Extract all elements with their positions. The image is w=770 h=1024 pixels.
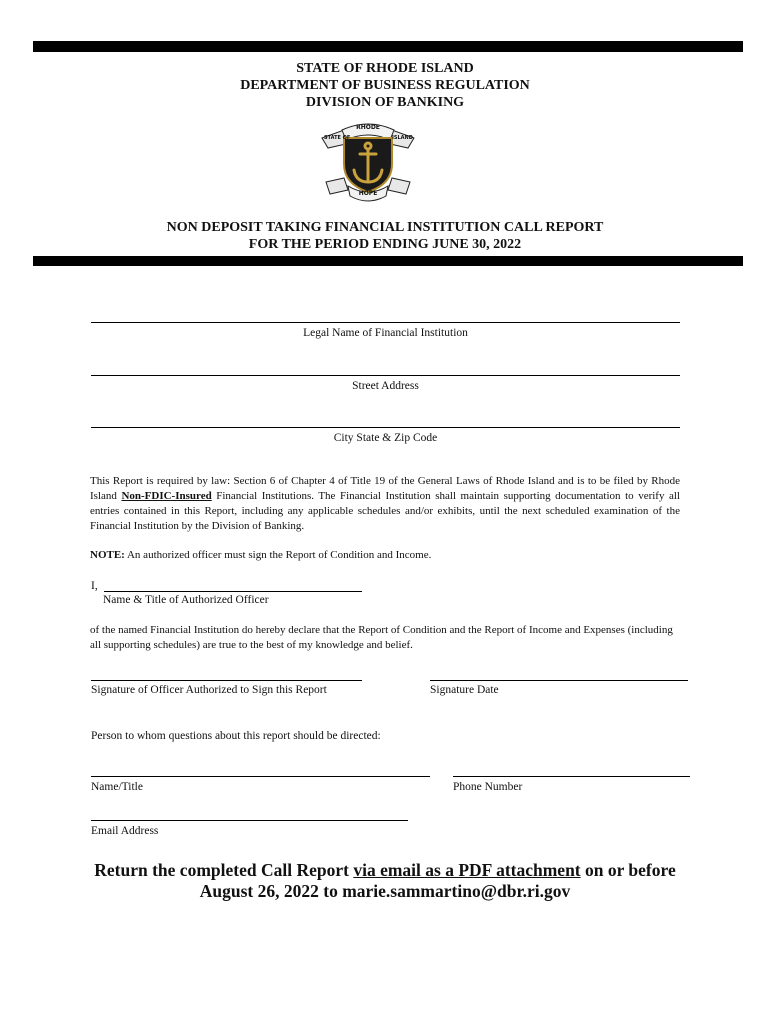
return-instruction-line2: August 26, 2022 to marie.sammartino@dbr.ri.gov bbox=[199, 881, 571, 901]
officer-signature-line[interactable] bbox=[91, 680, 362, 681]
seal-bottom-text: HOPE bbox=[358, 190, 378, 197]
seal-left-text: STATE OF bbox=[324, 135, 351, 141]
title-bar bbox=[33, 256, 743, 266]
seal-right-text: ISLAND bbox=[392, 135, 413, 141]
contact-name-title-label: Name/Title bbox=[91, 781, 143, 793]
city-state-zip-label: City State & Zip Code bbox=[333, 432, 438, 444]
signature-date-label: Signature Date bbox=[430, 684, 499, 696]
city-state-zip-line[interactable] bbox=[91, 427, 680, 428]
seal-top-text: RHODE bbox=[356, 124, 380, 131]
note-text: An authorized officer must sign the Report of Condition and Income. bbox=[124, 549, 432, 561]
return-text-end: on or before bbox=[580, 860, 676, 880]
questions-prompt: Person to whom questions about this report should be directed: bbox=[91, 730, 381, 742]
contact-phone-line[interactable] bbox=[453, 776, 690, 777]
legal-name-label: Legal Name of Financial Institution bbox=[303, 327, 468, 339]
top-bar bbox=[33, 41, 743, 52]
non-fdic-insured-emphasis: Non-FDIC-Insured bbox=[121, 490, 212, 502]
contact-name-title-line[interactable] bbox=[91, 776, 430, 777]
officer-name-line[interactable] bbox=[104, 591, 362, 592]
header-division: DIVISION OF BANKING bbox=[305, 95, 465, 110]
report-title: NON DEPOSIT TAKING FINANCIAL INSTITUTION CALL REPORT bbox=[166, 220, 604, 235]
note-label: NOTE: bbox=[90, 549, 125, 561]
street-address-label: Street Address bbox=[352, 380, 419, 392]
contact-email-line[interactable] bbox=[91, 820, 408, 821]
signature-date-line[interactable] bbox=[430, 680, 688, 681]
header-state: STATE OF RHODE ISLAND bbox=[296, 61, 474, 76]
street-address-line[interactable] bbox=[91, 375, 680, 376]
declaration-paragraph: of the named Financial Institution do hereby declare that the Report of Condition and the Report of Income and Expenses (including all supporting schedules) are true to the best of my knowledge and belief. bbox=[90, 624, 673, 651]
officer-name-label: Name & Title of Authorized Officer bbox=[103, 594, 269, 606]
legal-name-line[interactable] bbox=[91, 322, 680, 323]
note-paragraph bbox=[90, 548, 680, 563]
state-seal bbox=[320, 120, 416, 202]
legal-requirement-paragraph bbox=[90, 474, 680, 534]
return-instruction-line1 bbox=[0, 859, 770, 881]
return-text-start: Return the completed Call Report bbox=[94, 860, 354, 880]
requirement-text-end: Financial Institutions. The Financial Institution shall maintain supporting documentation to verify all entries contained in this Report, including any applicable schedules and/or exhibits, until the next scheduled examination of the Financial Institution by the Division of Banking. bbox=[90, 490, 680, 532]
contact-email-label: Email Address bbox=[91, 825, 159, 837]
officer-signature-label: Signature of Officer Authorized to Sign this Report bbox=[91, 684, 327, 696]
header-department: DEPARTMENT OF BUSINESS REGULATION bbox=[240, 78, 530, 93]
officer-prefix: I, bbox=[91, 580, 98, 592]
requirement-text-start: This Report is required by law: Section 6 of Chapter 4 of Title 19 of the General Laws of Rhode Island and is to be filed by Rhode Island bbox=[90, 475, 680, 502]
report-period: FOR THE PERIOD ENDING JUNE 30, 2022 bbox=[248, 237, 522, 252]
contact-phone-label: Phone Number bbox=[453, 781, 523, 793]
pdf-attachment-emphasis: via email as a PDF attachment bbox=[353, 860, 581, 880]
